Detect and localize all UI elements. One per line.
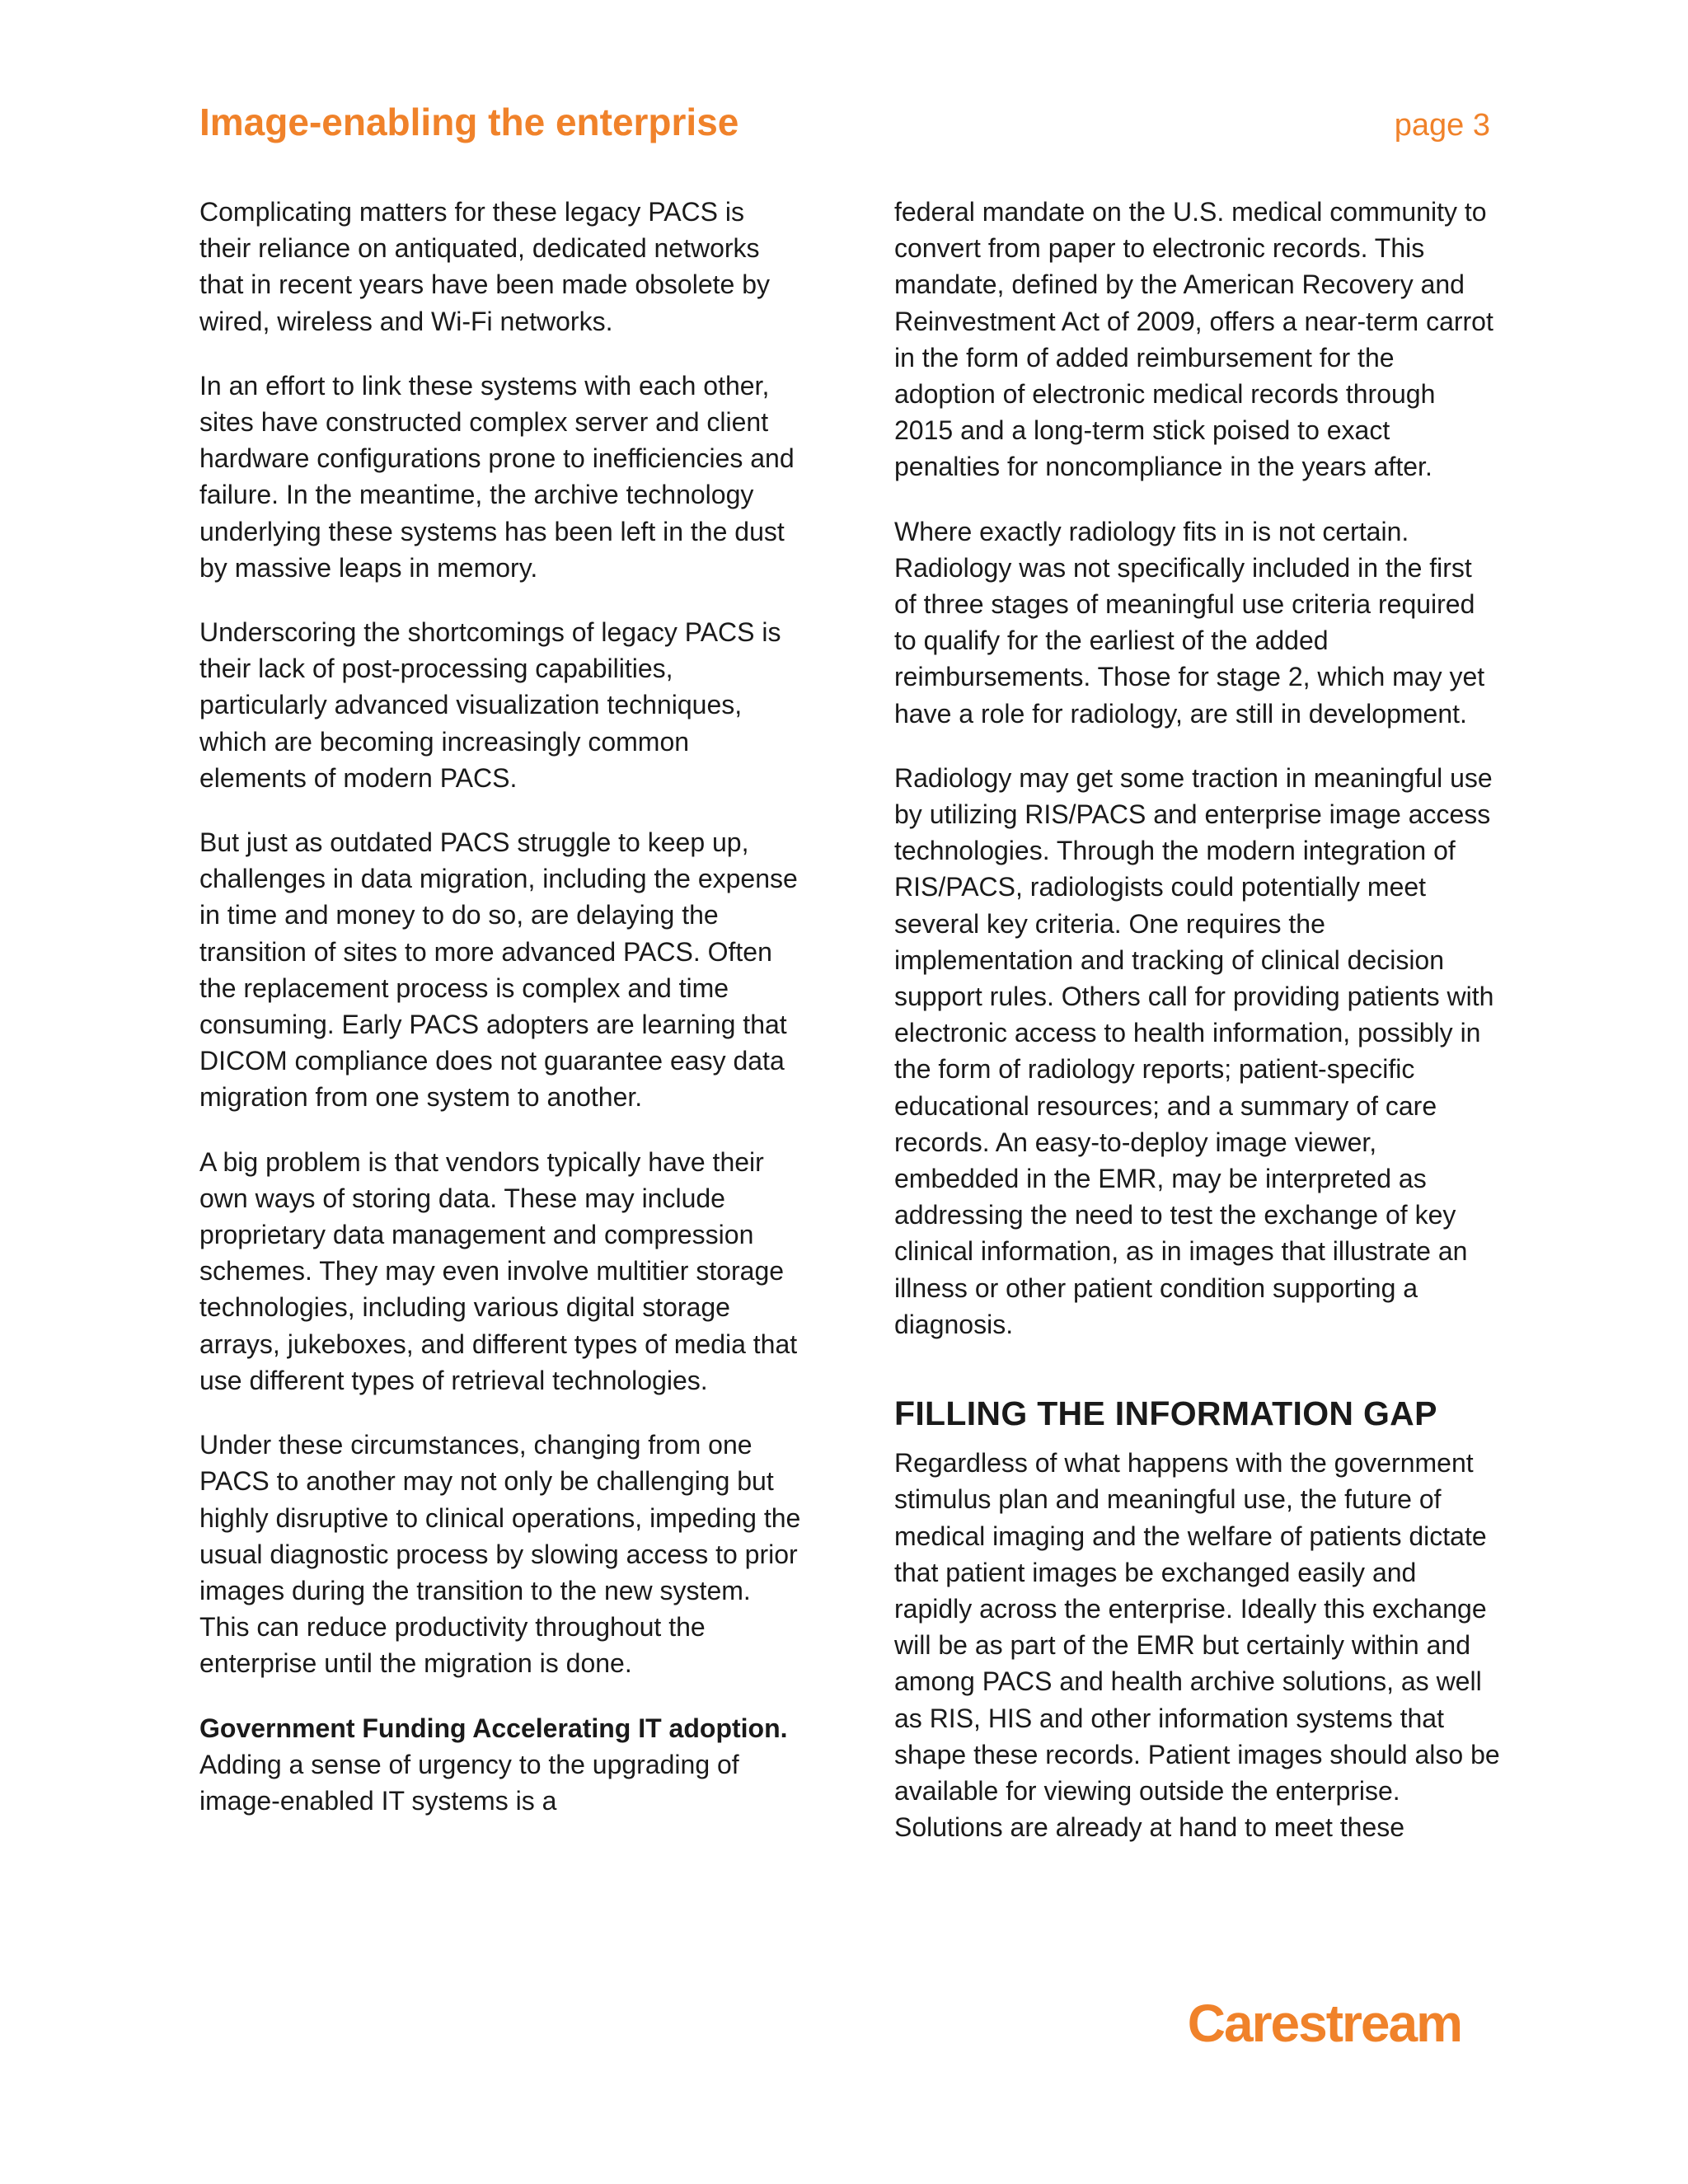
right-column [894, 194, 1500, 1845]
document-title: Image-enabling the enterprise [199, 101, 739, 143]
paragraph: Where exactly radiology fits in is not certain. Radiology was not specifically included in the first of three stages of meaningful use criteria required to qualify for the earliest of the added reimbursements. Those for stage 2, which may yet have a role for radiology, are still in development. [894, 516, 1485, 729]
paragraph-with-lead [199, 1710, 801, 1820]
left-column [199, 194, 801, 1819]
page-number: page 3 [1394, 108, 1490, 143]
paragraph: federal mandate on the U.S. medical community to convert from paper to electronic records. This mandate, defined by the American Recovery and Reinvestment Act of 2009, offers a near-term carrot in the form of added reimbursement for the adoption of electronic medical records through 2015 and a long-term stick poised to exact penalties for noncompliance in the years after. [894, 197, 1493, 482]
paragraph: Under these circumstances, changing from one PACS to another may not only be challenging but highly disruptive to clinical operations, impeding the usual diagnostic process by slowing access to prior images during the transition to the new system. This can reduce productivity throughout the enterprise until the migration is done. [199, 1430, 801, 1679]
paragraph: Complicating matters for these legacy PACS is their reliance on antiquated, dedicated networks that in recent years have been made obsolete by wired, wireless and Wi-Fi networks. [199, 197, 770, 336]
paragraph: Regardless of what happens with the government stimulus plan and meaningful use, the future of medical imaging and the welfare of patients dictate that patient images be exchanged easily and rapidly across the enterprise. Ideally this exchange will be as part of the EMR but certainly within and among PACS and health archive solutions, as well as RIS, HIS and other information systems that shape these records. Patient images should also be available for viewing outside the enterprise. Solutions are already at hand to meet these [894, 1448, 1500, 1843]
paragraph: A big problem is that vendors typically have their own ways of storing data. These may include proprietary data management and compression schemes. They may even involve multitier storage technologies, including various digital storage arrays, jukeboxes, and different types of media that use different types of retrieval technologies. [199, 1146, 798, 1395]
carestream-logo: Carestream [1187, 1994, 1461, 2053]
paragraph: Radiology may get some traction in meaningful use by utilizing RIS/PACS and enterprise image access technologies. Through the modern integration of RIS/PACS, radiologists could potentially meet several key criteria. One requires the implementation and tracking of clinical decision support rules. Others call for providing patients with electronic access to health information, possibly in the form of radiology reports; patient-specific educational resources; and a summary of care records. An easy-to-deploy image viewer, embedded in the EMR, may be interpreted as addressing the need to test the exchange of key clinical information, as in images that illustrate an illness or other patient condition supporting a diagnosis. [894, 762, 1494, 1339]
paragraph-text: Adding a sense of urgency to the upgrading of image-enabled IT systems is a [199, 1749, 739, 1816]
paragraph: Underscoring the shortcomings of legacy PACS is their lack of post-processing capabilities, particularly advanced visualization techniques, which are becoming increasingly common elements of modern PACS. [199, 617, 781, 793]
inline-subheading: Government Funding Accelerating IT adoption. [199, 1713, 788, 1743]
paragraph: In an effort to link these systems with each other, sites have constructed complex server and client hardware configurations prone to inefficiencies and failure. In the meantime, the archive technology underlying these systems has been left in the dust by massive leaps in memory. [199, 370, 795, 583]
section-heading: FILLING THE INFORMATION GAP [894, 1394, 1437, 1433]
paragraph: But just as outdated PACS struggle to keep up, challenges in data migration, including the expense in time and money to do so, are delaying the transition of sites to more advanced PACS. Often the replacement process is complex and time consuming. Early PACS adopters are learning that DICOM compliance does not guarantee easy data migration from one system to another. [199, 827, 798, 1113]
